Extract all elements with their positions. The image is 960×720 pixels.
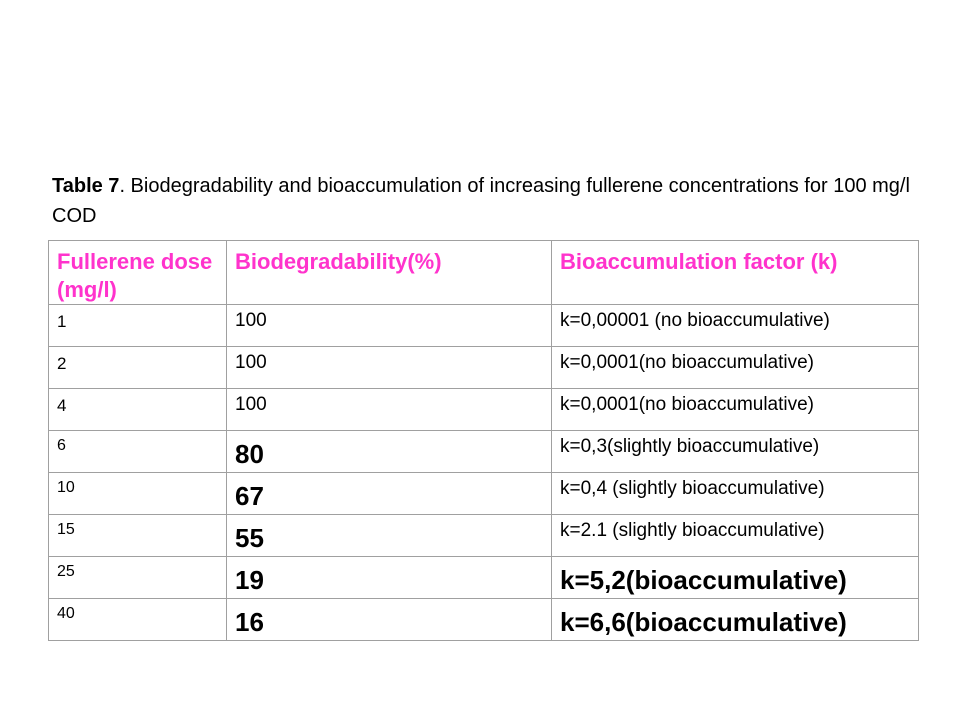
- cell-dose: 10: [49, 473, 227, 515]
- cell-factor: k=0,0001(no bioaccumulative): [552, 347, 919, 389]
- cell-factor: k=0,0001(no bioaccumulative): [552, 389, 919, 431]
- caption-text: . Biodegradability and bioaccumulation of increasing fullerene concentrations for 100 mg/l COD: [52, 175, 910, 227]
- cell-biodegradability: 100: [227, 305, 552, 347]
- cell-factor: k=5,2(bioaccumulative): [552, 557, 919, 599]
- header-fullerene-dose: Fullerene dose (mg/l): [49, 241, 227, 305]
- caption-label: Table 7: [52, 175, 120, 197]
- cell-factor: k=0,00001 (no bioaccumulative): [552, 305, 919, 347]
- cell-biodegradability: 80: [227, 431, 552, 473]
- cell-biodegradability: 100: [227, 347, 552, 389]
- cell-factor: k=2.1 (slightly bioaccumulative): [552, 515, 919, 557]
- cell-biodegradability: 100: [227, 389, 552, 431]
- header-bioaccumulation-factor: Bioaccumulation factor (k): [552, 241, 919, 305]
- table-caption: [52, 171, 912, 231]
- table-row: [49, 599, 919, 641]
- cell-factor: k=0,3(slightly bioaccumulative): [552, 431, 919, 473]
- cell-biodegradability: 19: [227, 557, 552, 599]
- cell-biodegradability: 67: [227, 473, 552, 515]
- cell-dose: 4: [49, 389, 227, 431]
- cell-factor: k=0,4 (slightly bioaccumulative): [552, 473, 919, 515]
- cell-dose: 1: [49, 305, 227, 347]
- cell-dose: 15: [49, 515, 227, 557]
- table-body: [49, 305, 919, 641]
- cell-dose: 2: [49, 347, 227, 389]
- cell-dose: 6: [49, 431, 227, 473]
- header-biodegradability: Biodegradability(%): [227, 241, 552, 305]
- cell-dose: 25: [49, 557, 227, 599]
- table-row: [49, 305, 919, 347]
- table-row: [49, 431, 919, 473]
- table-row: [49, 515, 919, 557]
- table-row: [49, 389, 919, 431]
- table-row: [49, 473, 919, 515]
- data-table: [48, 240, 919, 641]
- cell-dose: 40: [49, 599, 227, 641]
- cell-biodegradability: 55: [227, 515, 552, 557]
- cell-factor: k=6,6(bioaccumulative): [552, 599, 919, 641]
- table-row: [49, 347, 919, 389]
- header-row: [49, 241, 919, 305]
- table-header: [49, 241, 919, 305]
- cell-biodegradability: 16: [227, 599, 552, 641]
- table-row: [49, 557, 919, 599]
